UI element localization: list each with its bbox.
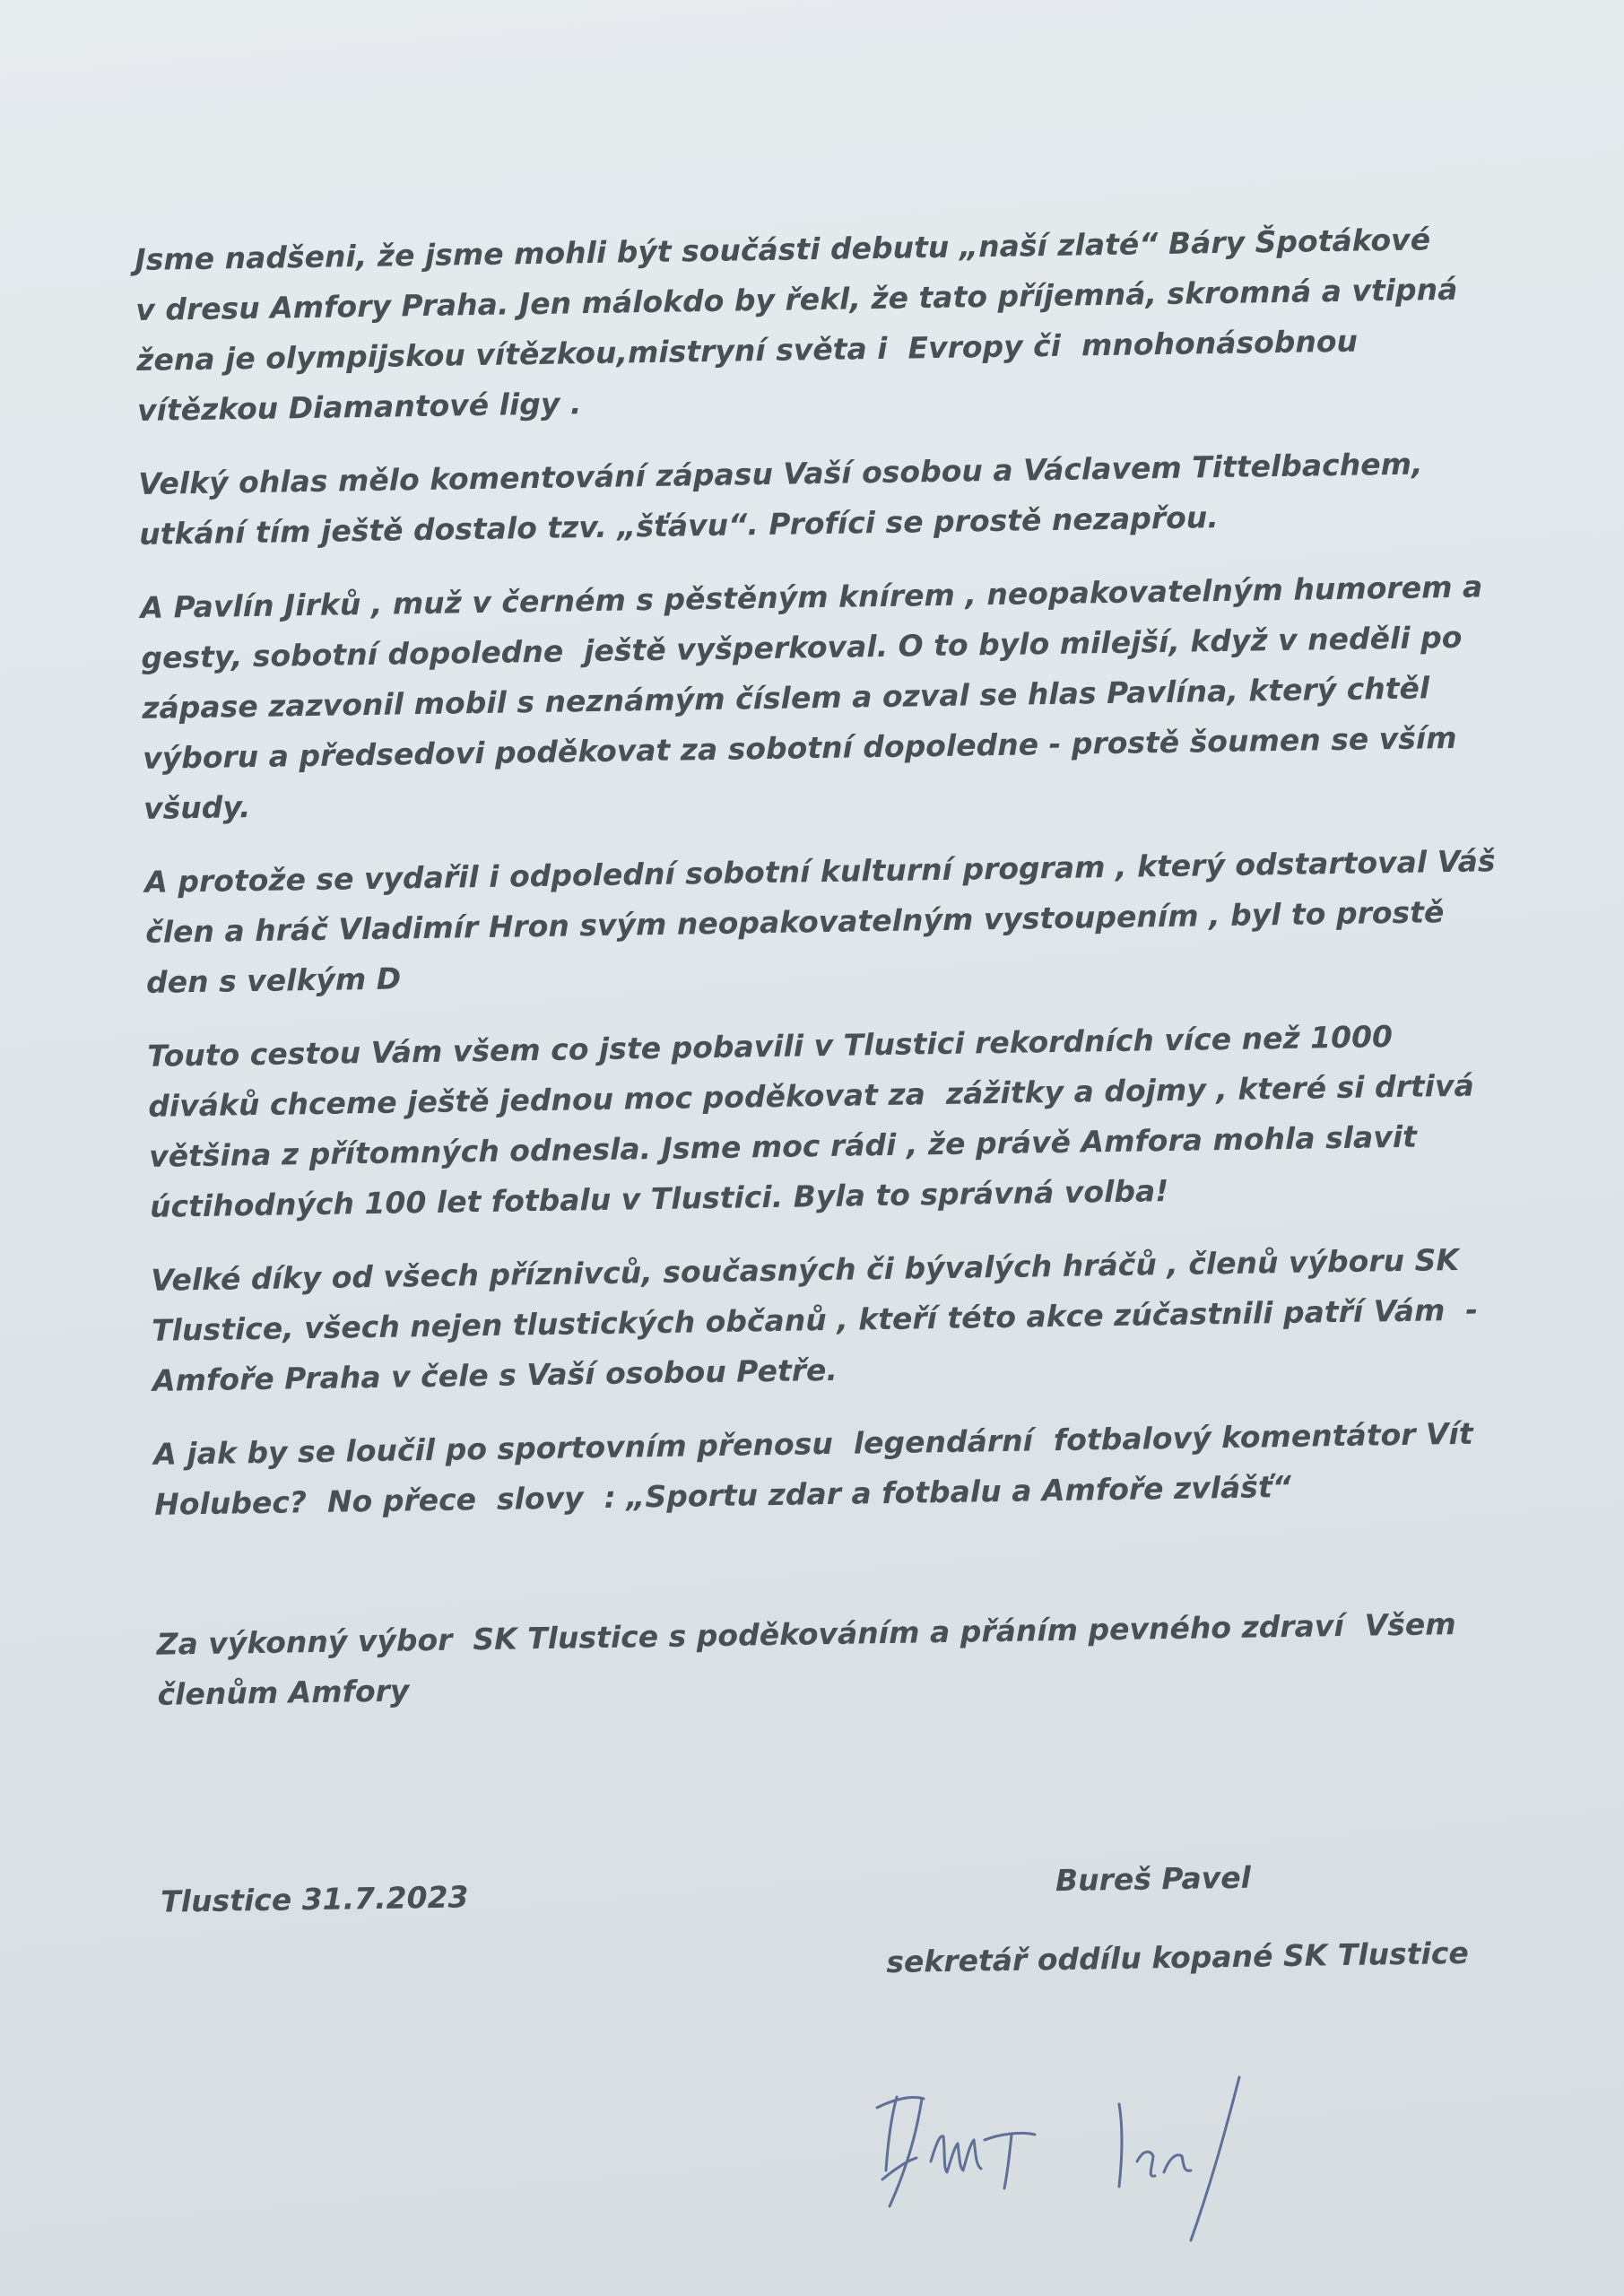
paragraph-line: vítězkou Diamantové ligy . xyxy=(136,386,582,428)
paragraph-line: všudy. xyxy=(143,789,251,826)
letter-paragraphs xyxy=(135,213,1535,1530)
paragraph-line: žena je olympijskou vítězkou,mistryní světa i Evropy či mnohonásobnou xyxy=(135,323,1359,378)
paragraph-line: gesty, sobotní dopoledne ještě vyšperkoval. O to bylo milejší, když v neděli po xyxy=(141,619,1463,675)
paragraph-line: zápase zazvonil mobil s neznámým číslem a ozval se hlas Pavlína, který chtěl xyxy=(141,670,1430,726)
paragraph-line: v dresu Amfory Praha. Jen málokdo by řekl, že tato příjemná, skromná a vtipná xyxy=(135,271,1458,327)
paragraph-line: Tlustice, všech nejen tlustických občanů , kteří této akce zúčastnili patří Vám - xyxy=(151,1292,1479,1348)
paragraph-line: utkání tím ještě dostalo tzv. „šťávu“. Profíci se prostě nezapřou. xyxy=(138,500,1220,552)
letter-paragraph xyxy=(151,1234,1533,1406)
signature-stroke xyxy=(877,2097,924,2206)
paragraph-line: Velký ohlas mělo komentování zápasu Vaší osobou a Václavem Tittelbachem, xyxy=(138,446,1423,501)
paragraph-line: A protože se vydařil i odpolední sobotní kulturní program , který odstartoval Váš xyxy=(144,843,1496,900)
paragraph-line: Jsme nadšeni, že jsme mohli být součásti debutu „naší zlaté“ Báry Špotákové xyxy=(135,222,1431,277)
letter-paragraph xyxy=(153,1408,1536,1530)
letter-paragraph xyxy=(147,1010,1531,1232)
signature-stroke xyxy=(985,2133,1035,2188)
signature-stroke xyxy=(1191,2077,1239,2240)
paragraph-line: Holubec? No přece slovy : „Sportu zdar a fotbalu a Amfoře zvlášť“ xyxy=(153,1468,1292,1522)
signer-name: Bureš Pavel xyxy=(1055,1859,1252,1899)
letter-paragraph xyxy=(135,213,1518,436)
paragraph-line: den s velkým D xyxy=(145,961,402,1000)
paragraph-line: Touto cestou Vám všem co jste pobavili v Tlustici rekordních více než 1000 xyxy=(147,1019,1394,1074)
paragraph-line: většina z přítomných odnesla. Jsme moc rádi , že právě Amfora mohla slavit xyxy=(148,1118,1418,1174)
paragraph-line: A jak by se loučil po sportovním přenosu legendární fotbalový komentátor Vít xyxy=(153,1415,1473,1472)
handwritten-signature-icon xyxy=(850,2072,1460,2251)
paragraph-line: člen a hráč Vladimír Hron svým neopakovatelným vystoupením , byl to prostě xyxy=(144,894,1445,950)
paragraph-line: Amfoře Praha v čele s Vaší osobou Petře. xyxy=(152,1352,838,1398)
signature-stroke xyxy=(1119,2104,1191,2187)
signature-stroke xyxy=(931,2136,981,2172)
signer-role: sekretář oddílu kopané SK Tlustice xyxy=(886,1935,1470,1980)
paragraph-line: úctihodných 100 let fotbalu v Tlustici. Byla to správná volba! xyxy=(149,1173,1169,1224)
letter-paragraph xyxy=(140,561,1524,834)
closing-line: členům Amfory xyxy=(157,1673,410,1712)
closing-paragraph xyxy=(156,1598,1539,1720)
letter-body xyxy=(135,213,1547,2218)
paragraph-line: A Pavlín Jirků , muž v černém s pěstěným knírem , neopakovatelným humorem a xyxy=(140,569,1483,625)
paragraph-line: výboru a předsedovi poděkovat za sobotní dopoledne - prostě šoumen se vším xyxy=(142,719,1457,776)
letter-paragraph xyxy=(138,438,1521,560)
letter-paragraph xyxy=(144,836,1527,1008)
closing-line: Za výkonný výbor SK Tlustice s poděkováním a přáním pevného zdraví Všem xyxy=(156,1606,1456,1662)
paragraph-line: diváků chceme ještě jednou moc poděkovat za zážitky a dojmy , které si drtivá xyxy=(147,1067,1475,1124)
paragraph-line: Velké díky od všech příznivců, současných či bývalých hráčů , členů výboru SK xyxy=(151,1241,1460,1298)
place-and-date: Tlustice 31.7.2023 xyxy=(160,1879,469,1919)
